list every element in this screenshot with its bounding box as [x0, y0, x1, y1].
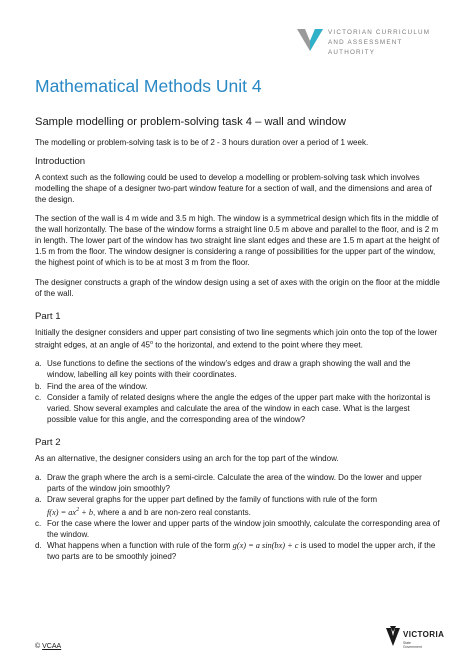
document-body [35, 117, 440, 570]
list-item-text: What happens when a function with rule of the form [47, 540, 231, 550]
intro-paragraph-1: A context such as the following could be used to develop a modelling or problem-solving task which involves modelling the shape of a designer two-part window feature for a section of wall, and the dimensions and area of the design. [35, 173, 432, 205]
intro-paragraph-3: The designer constructs a graph of the window design using a set of axes with the origin on the floor at the middle of the wall. [35, 277, 440, 298]
vcaa-logo-text [328, 28, 438, 58]
victoria-logo-mark-icon [385, 626, 401, 648]
list-item-text: Consider a family of related designs where the angle the edges of the upper part make with the horizontal is varied. Show several examples and calculate the area of the window in each case. What is the largest possible value for this angle, and the corresponding area of the window? [47, 392, 431, 424]
list-item-text-end: , where a and b are non-zero real constants. [93, 507, 251, 517]
part1-intro [35, 327, 440, 351]
part2-intro: As an alternative, the designer considers using an arch for the top part of the window. [35, 453, 339, 463]
part1-list [35, 358, 440, 424]
list-item [35, 494, 440, 518]
sine-formula: g(x) = a sin(bx) + c [232, 540, 299, 550]
victoria-government-logo [385, 624, 445, 658]
vcaa-logo-line2: AND ASSESSMENT AUTHORITY [328, 39, 403, 56]
list-marker: a. [35, 359, 42, 369]
list-marker: c. [35, 518, 42, 528]
list-item [35, 392, 440, 425]
task-heading: Sample modelling or problem-solving task 4 – wall and window [35, 116, 346, 128]
duration-text: The modelling or problem-solving task is to be of 2 - 3 hours duration over a period of 1 week. [35, 138, 369, 148]
list-item-text: Find the area of the window. [47, 381, 148, 391]
footer-copyright [35, 643, 61, 650]
part2-list [35, 472, 440, 562]
vcaa-logo [296, 26, 438, 56]
list-marker: a. [35, 494, 42, 504]
list-item [35, 381, 440, 392]
list-item [35, 358, 440, 380]
list-item-text: Use functions to define the sections of the window’s edges and draw a graph showing the wall and the window, labelling all key points with their coordinates. [47, 359, 411, 380]
victoria-logo-subtext: State Government [403, 641, 422, 649]
list-marker: c. [35, 392, 42, 402]
part1-intro-end: to the horizontal, and extend to the point where they meet. [153, 340, 363, 350]
part1-intro-start: Initially the designer considers and upper part consisting of two line segments which join onto the top of the lower straight edges, at an angle of 45 [35, 327, 438, 350]
part1-heading: Part 1 [35, 310, 61, 322]
list-item [35, 540, 440, 562]
intro-paragraph-2: The section of the wall is 4 m wide and 3.5 m high. The window is a symmetrical design which fits in the middle of the wall horizontally. The base of the window forms a straight line 0.5 m above and parallel to the floor, and is 2 m in length. The lower part of the window has two straight line slant edges and these are 1.5 m apart at the height of 1.5 m from the floor. The window designer is considering a range of possibilities for the upper part of the window, the highest point of which is to be at most 3 m from the floor. [35, 214, 440, 268]
list-item-text: Draw the graph where the arch is a semi-circle. Calculate the area of the window. Do the lower and upper parts of the window join smoothly? [47, 472, 422, 493]
introduction-heading: Introduction [35, 156, 86, 168]
victoria-logo-word: VICTORIA [403, 630, 445, 639]
vcaa-logo-mark-icon [296, 26, 324, 52]
degree-symbol: o [149, 339, 154, 346]
list-marker: a. [35, 472, 42, 482]
part2-heading: Part 2 [35, 436, 61, 448]
list-item [35, 518, 440, 540]
vcaa-link[interactable]: VCAA [42, 643, 62, 650]
vcaa-logo-line1: VICTORIAN CURRICULUM [328, 29, 431, 36]
list-item-text: Draw several graphs for the upper part defined by the family of functions with rule of the form [47, 494, 378, 504]
list-item-text: For the case where the lower and upper parts of the window join smoothly, calculate the corresponding area of the window. [47, 518, 440, 539]
copyright-symbol: © [35, 643, 43, 650]
list-item-text-end: is used to model the upper arch, if the two parts are to be smoothly joined? [47, 540, 436, 561]
list-marker: b. [35, 381, 42, 391]
quadratic-formula: $f(x) = ax^2 + b$ [47, 506, 93, 517]
document-title: Mathematical Methods Unit 4 [35, 76, 262, 96]
list-item [35, 472, 440, 494]
list-marker: d. [35, 540, 42, 550]
